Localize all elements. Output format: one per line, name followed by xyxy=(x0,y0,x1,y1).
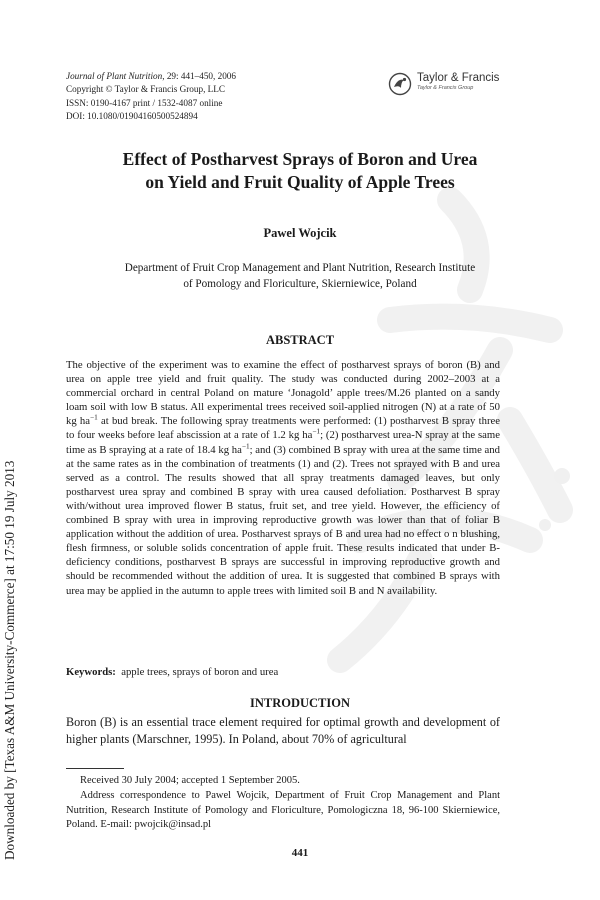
issn-line: ISSN: 0190-4167 print / 1532-4087 online xyxy=(66,97,223,108)
doi-line: DOI: 10.1080/01904160500524894 xyxy=(66,111,198,122)
author-name: Pawel Wojcik xyxy=(263,226,337,240)
footnotes xyxy=(66,774,500,833)
footnote-divider xyxy=(66,768,124,769)
publisher-name: Taylor & Francis xyxy=(417,72,500,84)
copyright-line: Copyright © Taylor & Francis Group, LLC xyxy=(66,84,226,95)
introduction-text: Boron (B) is an essential trace element required for optimal growth and development of higher plants (Marschner, 1995). In Poland, about 70% of agricultural xyxy=(66,715,500,746)
publisher-group: Taylor & Francis Group xyxy=(417,85,474,91)
page-number: 441 xyxy=(291,847,309,859)
affiliation-line-1: Department of Fruit Crop Management and Plant Nutrition, Research Institute xyxy=(124,262,476,274)
keywords-line xyxy=(66,666,500,678)
keywords-text: apple trees, sprays of boron and urea xyxy=(121,666,279,678)
abstract-heading: ABSTRACT xyxy=(265,333,335,347)
publisher-logo xyxy=(388,72,499,96)
unit-exponent: −1 xyxy=(90,413,98,422)
journal-citation xyxy=(66,70,236,83)
footnote-address: Address correspondence to Pawel Wojcik, Department of Fruit Crop Management and Plant Nutrition, Research Institute of Pomology and Floriculture, Pomologiczna 18, 96-100 Skierniewice, Poland. E-mail: pwojcik@insad.pl xyxy=(66,789,500,831)
affiliation-line-2: of Pomology and Floriculture, Skierniewice, Poland xyxy=(183,277,417,290)
publisher-text xyxy=(417,72,499,91)
keywords-label: Keywords: xyxy=(66,666,116,678)
abstract-part-1: The objective of the experiment was to examine the effect of postharvest sprays of boron (B) and urea on apple tree yield and fruit quality. The study was conducted during 2002–2003 at a commercial orchard in central Poland on mature ‘Jonagold’ apple trees/M.26 planted on a sandy loam soil with low B status. All experimental trees received soil-applied nitrogen (N) at a rate of 50 kg ha xyxy=(66,359,500,428)
download-side-note: Downloaded by [Texas A&M University-Commerce] at 17:50 19 July 2013 xyxy=(2,460,17,860)
journal-metadata xyxy=(66,70,236,124)
taylor-francis-logo-icon xyxy=(388,72,412,96)
unit-exponent: −1 xyxy=(312,427,321,436)
footnote-received: Received 30 July 2004; accepted 1 September 2005. xyxy=(80,775,300,786)
abstract-text xyxy=(66,358,500,598)
abstract-part-2: at bud break. The following spray treatments were performed: (1) postharvest B spray three to four weeks before leaf abscission at a rate of 1.2 kg ha xyxy=(66,415,500,442)
introduction-heading: INTRODUCTION xyxy=(249,696,350,710)
article-title xyxy=(60,148,540,194)
journal-citation-details: , 29: 441–450, 2006 xyxy=(162,71,236,81)
author-affiliation xyxy=(60,261,540,292)
abstract-part-3: ; (2) postharvest urea-N spray at the same time as B spraying at a rate of 18.4 kg ha xyxy=(66,429,500,456)
title-line-2: on Yield and Fruit Quality of Apple Trees xyxy=(145,172,455,192)
journal-name: Journal of Plant Nutrition xyxy=(66,71,163,81)
abstract-part-4: ; and (3) combined B spray with urea at the same time and at the same rates as in the combination of treatments (1) and (2). Trees not sprayed with B and urea served as a control. The results showed that all spray treatments damaged leaves, but only postharvest urea spray and combined B spray with urea caused defoliation. Postharvest B spray with/without urea improved flower B status, fruit set, and tree yield. However, the efficiency of combined B spray with urea in improving reproductive growth was lower than that of foliar B application without the addition of urea. Postharvest sprays of B and urea had no effect o n blushing, flesh firmness, or soluble solids concentration of apple fruit. These results indicated that under B-deficiency conditions, postharvest B sprays are successful in improving reproductive growth and should be recommended without the addition of urea. It is suggested that combined B sprays with urea may be applied in the autumn to apple trees with limited soil B and N availability. xyxy=(66,443,500,597)
title-line-1: Effect of Postharvest Sprays of Boron and Urea xyxy=(122,149,478,169)
unit-exponent: −1 xyxy=(241,442,250,450)
